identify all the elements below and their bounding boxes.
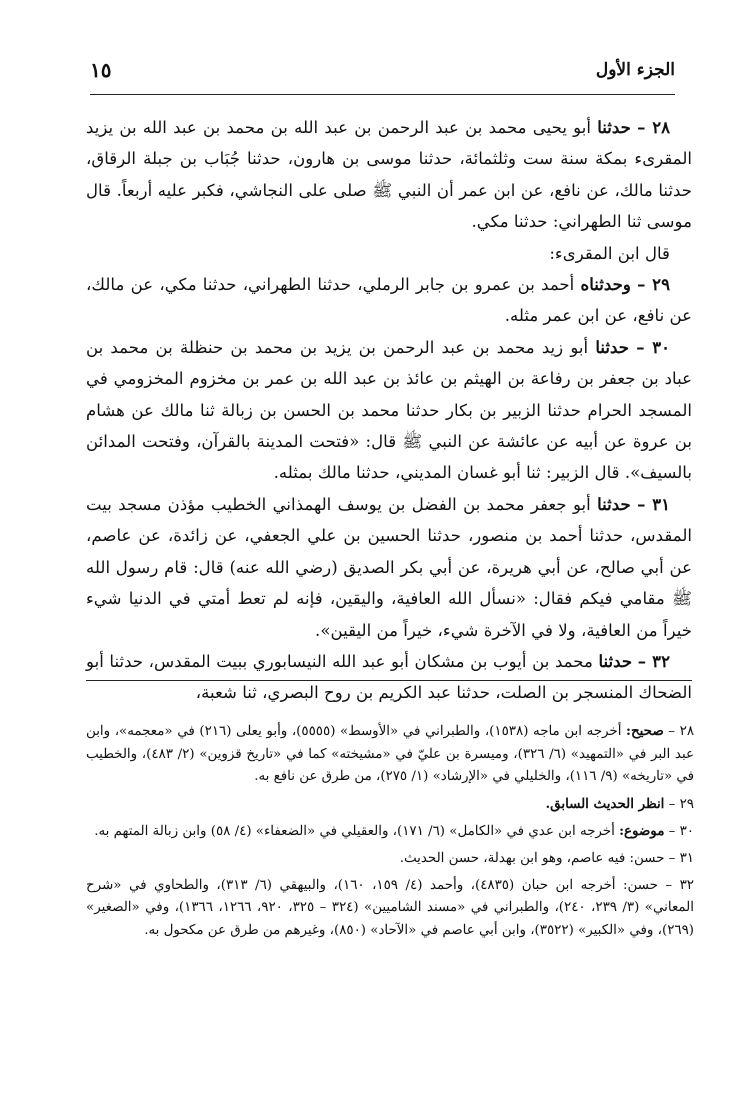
- running-title: الجزء الأول: [595, 60, 675, 80]
- hadith-number: ٣٠ –: [636, 336, 671, 357]
- hadith-text: أحمد بن عمرو بن جابر الرملي، حدثنا الطهراني، حدثنا مكي، عن مالك، عن نافع، عن ابن عمر مثله.: [86, 275, 692, 326]
- hadith-lead-word: حدثنا: [598, 650, 633, 671]
- footnote-30: [86, 820, 694, 844]
- hadith-32: [86, 646, 692, 709]
- page-number: ١٥: [90, 58, 112, 82]
- footnote-divider: [86, 680, 692, 681]
- grading-label: موضوع:: [619, 823, 665, 840]
- footnotes: [86, 720, 694, 942]
- footnote-29: [86, 793, 694, 817]
- narrator-note: قال ابن المقرىء:: [549, 243, 670, 263]
- footnote-number: ٣٠ –: [664, 824, 694, 840]
- hadith-lead-word: وحدثناه: [580, 274, 631, 295]
- hadith-number: ٢٩ –: [637, 274, 670, 295]
- hadith-29: [86, 269, 692, 332]
- hadith-30: [86, 332, 692, 489]
- hadith-text: أبو يحيى محمد بن عبد الرحمن بن عبد الله بن محمد بن عبد الله بن يزيد المقرىء بمكة سنة ست وثلثمائة، حدثنا موسى بن هارون، حدثنا جُبَاب بن جبلة الرقاق، حدثنا مالك، عن نافع، عن ابن عمر أن النبي ﷺ صلى على النجاشي، فكبر عليه أربعاً. قال موسى ثنا الطهراني: حدثنا مكي.: [86, 118, 692, 232]
- hadith-text: أبو جعفر محمد بن الفضل بن يوسف الهمذاني الخطيب مؤذن مسجد بيت المقدس، حدثنا أحمد بن منصور، حدثنا الحسين بن علي الجعفي، عن زائدة، عن عاصم، عن أبي صالح، عن أبي هريرة، عن أبي بكر الصديق (رضي الله عنه) قال: قام رسول الله ﷺ مقامي فيكم فقال: «نسأل الله العافية، واليقين، فإنه لم تعط أمتي في الدنيا شيء خيراً من العافية، ولا في الآخرة شيء، خيراً من اليقين».: [86, 494, 692, 640]
- footnote-text: انظر الحديث السابق.: [545, 795, 665, 812]
- grading-label: صحيح:: [626, 723, 664, 739]
- hadith-28: [86, 112, 692, 238]
- footnote-number: ٢٨ –: [663, 724, 695, 739]
- hadith-number: ٣١ –: [637, 493, 671, 514]
- hadith-number: ٢٨ –: [637, 117, 671, 137]
- hadith-lead-word: حدثنا: [595, 336, 630, 357]
- footnote-31: ٣١ – حسن: فيه عاصم، وهو ابن بهدلة، حسن الحديث.: [399, 850, 694, 866]
- hadith-text: أبو زيد محمد بن عبد الرحمن بن يزيد بن محمد بن حنظلة بن محمد بن عباد بن جعفر بن رفاعة بن الهيثم بن عائذ بن عبد الله بن عمر بن مخزوم المخزومي في المسجد الحرام حدثنا الزبير بن بكار حدثنا محمد بن الحسن بن زبالة ثنا مالك عن هشام بن عروة عن أبيه عن عائشة عن النبي ﷺ قال: «فتحت المدينة بالقرآن، وفتحت المدائن بالسيف». قال الزبير: ثنا أبو غسان المديني، حدثنا مالك بمثله.: [86, 337, 692, 483]
- hadith-lead-word: حدثنا: [597, 493, 631, 514]
- main-text: [86, 112, 692, 709]
- hadith-number: ٣٢ –: [637, 650, 670, 671]
- hadith-lead-word: حدثنا: [597, 117, 631, 137]
- footnote-32: ٣٢ – حسن: أخرجه ابن حبان (٤٨٣٥)، وأحمد (٤/ ١٥٩، ١٦٠)، والبيهقي (٦/ ٣١٣)، والطحاوي في «شرح المعاني» (٣/ ٢٣٩، ٢٤٠)، والطبراني في «مسند الشاميين» (٣٢٤ – ٣٢٥، ٩٢٠، ١٢٦٦، ١٣٦٦)، وفي «الصغير» (٢٦٩)، وفي «الكبير» (٣٥٢٢)، وابن أبي عاصم في «الآحاد» (٨٥٠)، وغيرهم من طرق عن مكحول به.: [86, 877, 694, 938]
- footnote-text: أخرجه ابن ماجه (١٥٣٨)، والطبراني في «الأوسط» (٥٥٥٥)، وأبو يعلى (٢١٦) في «معجمه»، وابن عبد البر في «التمهيد» (٦/ ٣٢٦)، وميسرة بن عليّ في «مشيخته» كما في «تاريخ قزوين» (٢/ ٤٨٣)، والخطيب في «تاريخه» (٩/ ١١٦)، والخليلي في «الإرشاد» (١/ ٢٧٥)، من طرق عن نافع به.: [86, 724, 694, 785]
- footnote-number: ٢٩ –: [664, 796, 694, 812]
- footnote-text: أخرجه ابن عدي في «الكامل» (٦/ ١٧١)، والعقيلي في «الضعفاء» (٤/ ٥٨) وابن زبالة المتهم به.: [94, 824, 620, 840]
- hadith-text: محمد بن أيوب بن مشكان أبو عبد الله النيسابوري ببيت المقدس، حدثنا أبو الضحاك المنسجر بن الصلت، حدثنا عبد الكريم بن روح البصري، ثنا شعبة،: [86, 651, 692, 703]
- footnote-28: [86, 720, 694, 789]
- page-header: [90, 58, 675, 95]
- hadith-31: [86, 489, 692, 646]
